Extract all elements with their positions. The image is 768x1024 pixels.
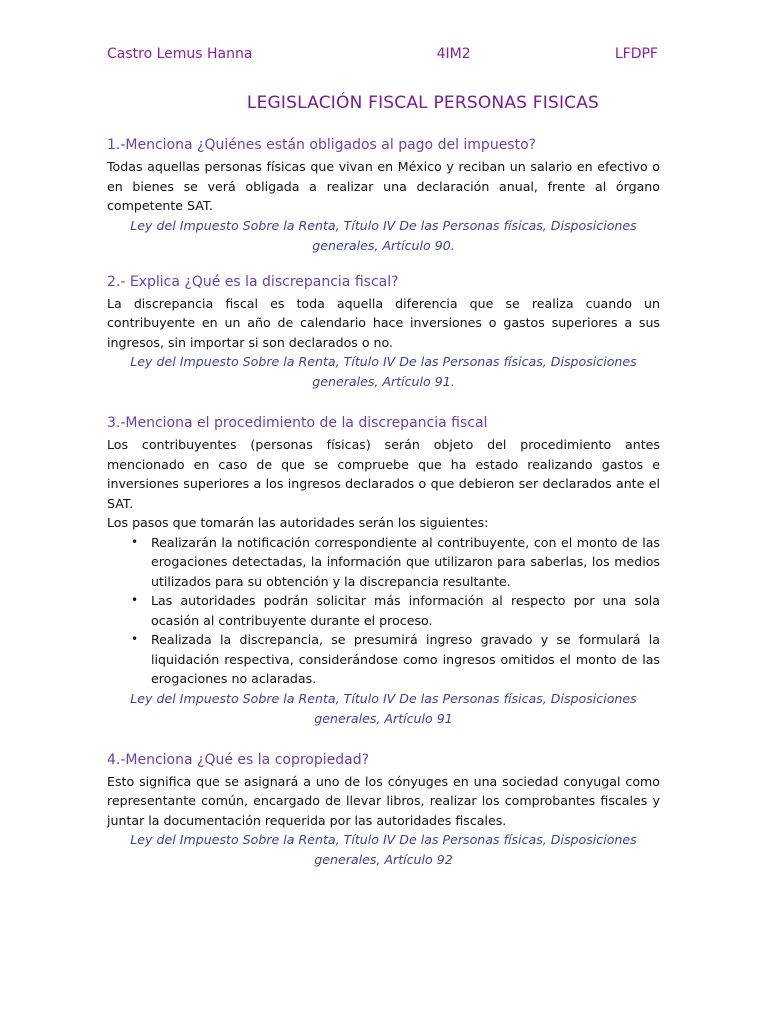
reference-2: Ley del Impuesto Sobre la Renta, Título IV De las Personas físicas, Disposiciones generales, Artículo 91. (130, 354, 637, 389)
question-1: 1.-Menciona ¿Quiénes están obligados al pago del impuesto? (107, 137, 537, 153)
author-name: Castro Lemus Hanna (107, 46, 253, 62)
answer-3-paragraph: Los contribuyentes (personas físicas) serán objeto del procedimiento antes mencionado en caso de que se compruebe que ha estado realizando gastos e inversiones superiores a los ingresos declarados o que debieron ser declarados ante el SAT. (107, 437, 660, 511)
reference-1: Ley del Impuesto Sobre la Renta, Título IV De las Personas físicas, Disposiciones generales, Artículo 90. (130, 217, 637, 253)
page-header (107, 46, 658, 62)
section-1 (107, 136, 660, 256)
document-body (107, 136, 660, 887)
document-title: LEGISLACIÓN FISCAL PERSONAS FISICAS (246, 93, 600, 113)
reference-4: Ley del Impuesto Sobre la Renta, Título IV De las Personas físicas, Disposiciones generales, Artículo 92 (130, 832, 637, 867)
reference-3: Ley del Impuesto Sobre la Renta, Título IV De las Personas físicas, Disposiciones generales, Artículo 91 (130, 690, 637, 726)
group-code: 4IM2 (436, 46, 471, 62)
steps-list (107, 533, 660, 689)
question-3: 3.-Menciona el procedimiento de la discrepancia fiscal (107, 415, 488, 431)
section-2 (107, 273, 660, 393)
section-4 (107, 751, 660, 871)
answer-3-steps-intro: Los pasos que tomarán las autoridades serán los siguientes: (107, 515, 489, 530)
list-item: • Las autoridades podrán solicitar más información al respecto por una sola ocasión al contribuyente durante el proceso. (107, 591, 660, 630)
question-4: 4.-Menciona ¿Qué es la copropiedad? (107, 751, 370, 768)
answer-1-paragraph: Todas aquellas personas físicas que vivan en México y reciban un salario en efectivo o en bienes se verá obligada a realizar una declaración anual, frente al órgano competente SAT. (107, 159, 660, 213)
list-item: • Realizada la discrepancia, se presumirá ingreso gravado y se formulará la liquidación respectiva, considerándose como ingresos omitidos el monto de las erogaciones no aclaradas. (107, 630, 660, 689)
subject-code: LFDPF (614, 46, 658, 62)
section-3 (107, 414, 660, 729)
answer-4-paragraph: Esto significa que se asignará a uno de los cónyuges en una sociedad conyugal como representante común, encargado de llevar libros, realizar los comprobantes fiscales y juntar la documentación requerida por las autoridades fiscales. (107, 773, 660, 828)
list-item: • Realizarán la notificación correspondiente al contribuyente, con el monto de las erogaciones detectadas, la información que utilizaron para saberlas, los medios utilizados para su obtención y la discrepancia resultante. (107, 533, 660, 592)
question-2: 2.- Explica ¿Qué es la discrepancia fiscal? (107, 273, 399, 290)
answer-2-paragraph: La discrepancia fiscal es toda aquella diferencia que se realiza cuando un contribuyente en un año de calendario hace inversiones o gastos superiores a sus ingresos, sin importar si son declarados o no. (107, 295, 660, 350)
